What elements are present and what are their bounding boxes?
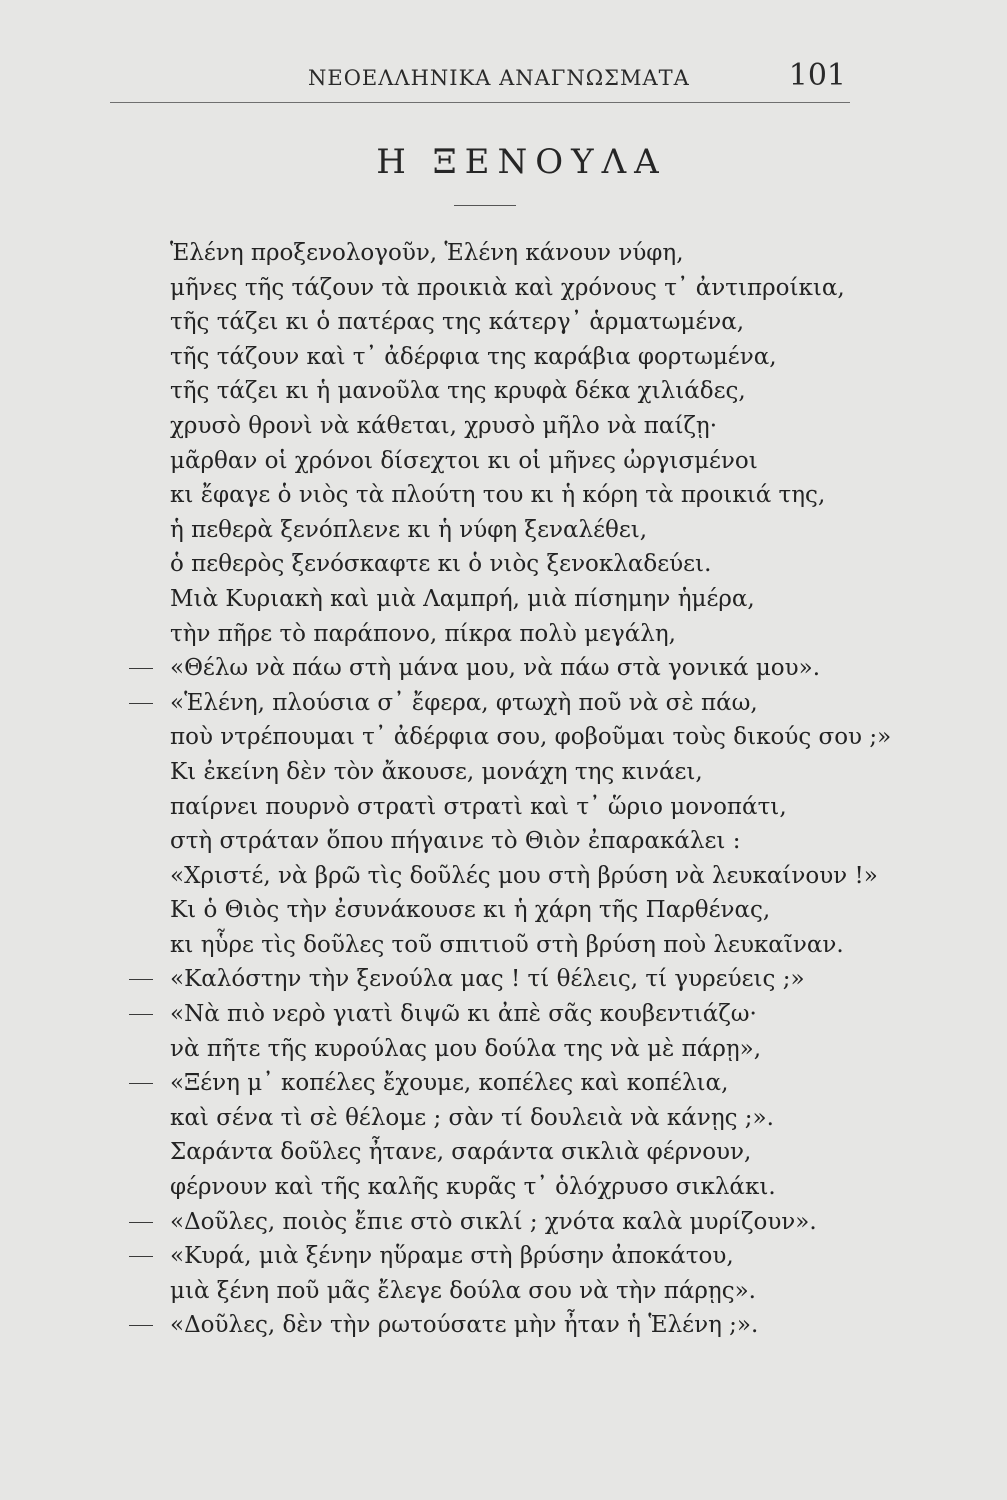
poem-line xyxy=(0,859,1007,894)
poem-line-text: ποὺ ντρέπουμαι τ᾽ ἀδέρφια σου, φοβοῦμαι τοὺς δικούς σου ;» xyxy=(170,724,892,751)
poem-line xyxy=(0,928,1007,963)
header-rule xyxy=(110,102,850,103)
poem-line-text: «Δοῦλες, ποιὸς ἔπιε στὸ σικλί ; χνότα καλὰ μυρίζουν». xyxy=(170,1208,817,1235)
poem-line xyxy=(0,271,1007,306)
poem-line-text: «Δοῦλες, δὲν τὴν ρωτούσατε μὴν ἦταν ἡ Ἑλένη ;». xyxy=(170,1312,759,1339)
poem-line xyxy=(0,340,1007,375)
poem-line xyxy=(0,582,1007,617)
poem-line xyxy=(0,755,1007,790)
poem-line-text: μᾶρθαν οἱ χρόνοι δίσεχτοι κι οἱ μῆνες ὠργισμένοι xyxy=(170,447,758,474)
poem-line xyxy=(0,1135,1007,1170)
poem-line-text: μιὰ ξένη ποῦ μᾶς ἔλεγε δούλα σου νὰ τὴν πάρῃς». xyxy=(170,1277,756,1304)
poem-line-text: «Κυρά, μιὰ ξένην ηὕραμε στὴ βρύσην ἀποκάτου, xyxy=(170,1243,734,1270)
poem-line-text: Σαράντα δοῦλες ἦτανε, σαράντα σικλιὰ φέρνουν, xyxy=(170,1139,752,1166)
poem-line xyxy=(0,1066,1007,1101)
poem-line-text: κι ηὗρε τὶς δοῦλες τοῦ σπιτιοῦ στὴ βρύση ποὺ λευκαῖναν. xyxy=(170,931,844,958)
poem-line-text: χρυσὸ θρονὶ νὰ κάθεται, χρυσὸ μῆλο νὰ παίζῃ· xyxy=(170,412,718,439)
dialogue-dash xyxy=(129,1256,153,1257)
poem-line-text: Ἑλένη προξενολογοῦν, Ἑλένη κάνουν νύφη, xyxy=(170,240,684,266)
poem-line-text: ὁ πεθερὸς ξενόσκαφτε κι ὁ νιὸς ξενοκλαδεύει. xyxy=(170,551,712,578)
poem-line xyxy=(0,513,1007,548)
poem-title: Η ΞΕΝΟΥΛΑ xyxy=(376,142,667,182)
poem-line-text: φέρνουν καὶ τῆς καλῆς κυρᾶς τ᾽ ὁλόχρυσο σικλάκι. xyxy=(170,1174,776,1201)
title-divider xyxy=(454,205,516,206)
poem-line-text: «Νὰ πιὸ νερὸ γιατὶ διψῶ κι ἀπὲ σᾶς κουβεντιάζω· xyxy=(170,1001,757,1028)
poem-line xyxy=(0,997,1007,1032)
poem-line xyxy=(0,1274,1007,1309)
poem-line-text: νὰ πῆτε τῆς κυρούλας μου δούλα της νὰ μὲ πάρῃ», xyxy=(170,1035,762,1062)
poem-line-text: παίρνει πουρνὸ στρατὶ στρατὶ καὶ τ᾽ ὥριο μονοπάτι, xyxy=(170,793,787,820)
poem-line xyxy=(0,305,1007,340)
poem-line xyxy=(0,790,1007,825)
poem-line-text: Κι ὁ Θιὸς τὴν ἐσυνάκουσε κι ἡ χάρη τῆς Παρθένας, xyxy=(170,897,771,924)
poem-line-text: τῆς τάζει κι ὁ πατέρας της κάτεργ᾽ ἁρματωμένα, xyxy=(170,309,745,336)
poem-line-text: καὶ σένα τὶ σὲ θέλομε ; σὰν τί δουλειὰ νὰ κάνῃς ;». xyxy=(170,1104,774,1131)
poem-line-text: κι ἔφαγε ὁ νιὸς τὰ πλούτη του κι ἡ κόρη τὰ προικιά της, xyxy=(170,482,826,509)
poem-line xyxy=(0,409,1007,444)
book-title: ΝΕΟΕΛΛΗΝΙΚΑ ΑΝΑΓΝΩΣΜΑΤΑ xyxy=(308,66,690,90)
poem-line-text: τὴν πῆρε τὸ παράπονο, πίκρα πολὺ μεγάλη, xyxy=(170,620,676,647)
poem-line-text: ἡ πεθερὰ ξενόπλενε κι ἡ νύφη ξεναλέθει, xyxy=(170,516,648,543)
poem-line-text: Μιὰ Κυριακὴ καὶ μιὰ Λαμπρή, μιὰ πίσημην ἡμέρα, xyxy=(170,585,755,612)
poem-line-text: τῆς τάζει κι ἡ μανοῦλα της κρυφὰ δέκα χιλιάδες, xyxy=(170,378,746,405)
dialogue-dash xyxy=(129,1325,153,1326)
poem-line-text: «Καλόστην τὴν ξενούλα μας ! τί θέλεις, τί γυρεύεις ;» xyxy=(170,966,805,993)
dialogue-dash xyxy=(129,1083,153,1084)
running-head xyxy=(110,58,850,102)
poem-line-text: «Ἑλένη, πλούσια σ᾽ ἔφερα, φτωχὴ ποῦ νὰ σὲ πάω, xyxy=(170,689,758,716)
poem-line-text: τῆς τάζουν καὶ τ᾽ ἀδέρφια της καράβια φορτωμένα, xyxy=(170,343,777,370)
page-number: 101 xyxy=(788,58,846,93)
poem-line xyxy=(0,1101,1007,1136)
poem-line xyxy=(0,236,1007,271)
dialogue-dash xyxy=(129,1222,153,1223)
poem-line xyxy=(0,444,1007,479)
dialogue-dash xyxy=(129,979,153,980)
poem-line xyxy=(0,962,1007,997)
poem-line-text: στὴ στράταν ὅπου πήγαινε τὸ Θιὸν ἐπαρακάλει : xyxy=(170,828,741,855)
poem-line xyxy=(0,617,1007,652)
poem-line-text: «Θέλω νὰ πάω στὴ μάνα μου, νὰ πάω στὰ γονικά μου». xyxy=(170,655,821,682)
poem-body xyxy=(0,236,1007,1343)
poem-line xyxy=(0,1308,1007,1343)
poem-line xyxy=(0,720,1007,755)
poem-line xyxy=(0,1205,1007,1240)
poem-line xyxy=(0,478,1007,513)
poem-line xyxy=(0,651,1007,686)
poem-line-text: «Χριστέ, νὰ βρῶ τὶς δοῦλές μου στὴ βρύση νὰ λευκαίνουν !» xyxy=(170,862,878,889)
poem-line xyxy=(0,893,1007,928)
poem-line xyxy=(0,1032,1007,1067)
poem-line xyxy=(0,686,1007,721)
dialogue-dash xyxy=(129,703,153,704)
poem-line xyxy=(0,1170,1007,1205)
poem-line xyxy=(0,824,1007,859)
dialogue-dash xyxy=(129,1014,153,1015)
poem-line xyxy=(0,547,1007,582)
poem-line xyxy=(0,374,1007,409)
poem-line-text: Κι ἐκείνη δὲν τὸν ἄκουσε, μονάχη της κινάει, xyxy=(170,758,703,785)
dialogue-dash xyxy=(129,668,153,669)
poem-line xyxy=(0,1239,1007,1274)
poem-line-text: «Ξένη μ᾽ κοπέλες ἔχουμε, κοπέλες καὶ κοπέλια, xyxy=(170,1070,729,1097)
poem-line-text: μῆνες τῆς τάζουν τὰ προικιὰ καὶ χρόνους τ᾽ ἀντιπροίκια, xyxy=(170,274,845,301)
